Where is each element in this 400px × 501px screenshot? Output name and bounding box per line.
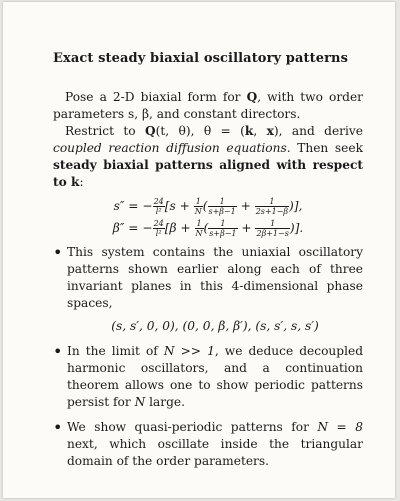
bullet-text: In the limit of [67,344,164,358]
fraction-denominator: N [194,207,202,216]
eq-lhs: s″ = − [113,199,153,213]
document-page [3,2,395,498]
fraction [153,197,165,216]
intro-text: , [253,124,267,138]
slide-content [53,50,363,478]
fraction-numerator: 1 [208,219,237,229]
bullet-text: large. [145,395,186,409]
bullet-text: We show quasi-periodic patterns for [67,420,318,434]
x-vector-symbol: x [266,124,274,138]
eq-paren: ( [202,199,208,213]
eq-operator: + [236,199,255,213]
fraction-numerator: 24 [153,197,164,206]
fraction-numerator: 1 [255,219,289,229]
equation-beta [53,219,363,238]
fraction [255,197,289,216]
page-title: Exact steady biaxial oscillatory patterns [53,51,349,66]
intro-text: Restrict to [65,124,145,138]
invariant-planes-math: (s, s′, 0, 0), (0, 0, β, β′), (s, s′, s, s′) [111,319,319,333]
bullet-item-quasi-periodic [53,419,363,470]
fraction [153,219,165,238]
fraction-numerator: 24 [153,219,164,228]
fraction [208,219,237,238]
q-tensor-symbol: Q [144,124,156,138]
eq-paren: ( [203,221,209,235]
math-inline: N >> 1 [163,344,215,358]
bullet-item-large-n-limit [53,343,363,411]
fraction [208,197,237,216]
fraction-denominator: s+β−1 [209,229,237,238]
fraction [194,197,203,216]
fraction-denominator: N [195,229,203,238]
fraction-denominator: l² [155,207,162,216]
fraction-numerator: 1 [196,219,202,228]
eq-close: )], [289,199,303,213]
intro-text: ), and derive [273,124,363,138]
math-inline: N = 8 [317,420,363,434]
eq-operator: + [237,221,256,235]
eq-close: )]. [289,221,304,235]
intro-paragraph-2 [53,123,363,191]
math-inline: N [134,395,146,409]
intro-text: : [79,175,84,189]
fraction-denominator: 2s+1−β [255,207,289,216]
bullet-text: This system contains the uniaxial oscillatory patterns shown earlier along each of three invariant planes in this 4-dimensional phase spaces, [67,245,363,310]
intro-text: . Then seek [286,141,363,155]
eq-lhs: β″ = − [112,221,153,235]
eq-term: [s + [164,199,194,213]
k-vector-symbol: k [244,124,254,138]
bullet-text: next, which oscillate inside the triangular domain of the order parameters. [67,437,363,468]
fraction-denominator: 2β+1−s [256,229,289,238]
intro-paragraph-1 [53,89,363,123]
eq-term: [β + [164,221,195,235]
bullet-item-invariant-planes [53,244,363,335]
bold-highlight: steady biaxial patterns aligned with respect to k [53,158,363,189]
emphasis-text: coupled reaction diffusion equations [53,141,287,155]
intro-text: , with two order parameters s, β, and constant directors. [53,90,363,121]
fraction-numerator: 1 [255,197,289,207]
bullet-text: , we deduce decoupled harmonic oscillators, and a continuation theorem allows one to show periodic patterns persist for [67,344,363,409]
fraction-numerator: 1 [208,197,237,207]
fraction-denominator: s+β−1 [208,207,236,216]
fraction-denominator: l² [155,229,162,238]
fraction [255,219,289,238]
equation-s [53,197,363,216]
intro-text: (t, θ), θ = ( [155,124,245,138]
bullet-list [53,244,363,470]
fraction [195,219,204,238]
fraction-numerator: 1 [195,197,201,206]
intro-text: Pose a 2-D biaxial form for [65,90,247,104]
q-tensor-symbol: Q [246,90,258,104]
